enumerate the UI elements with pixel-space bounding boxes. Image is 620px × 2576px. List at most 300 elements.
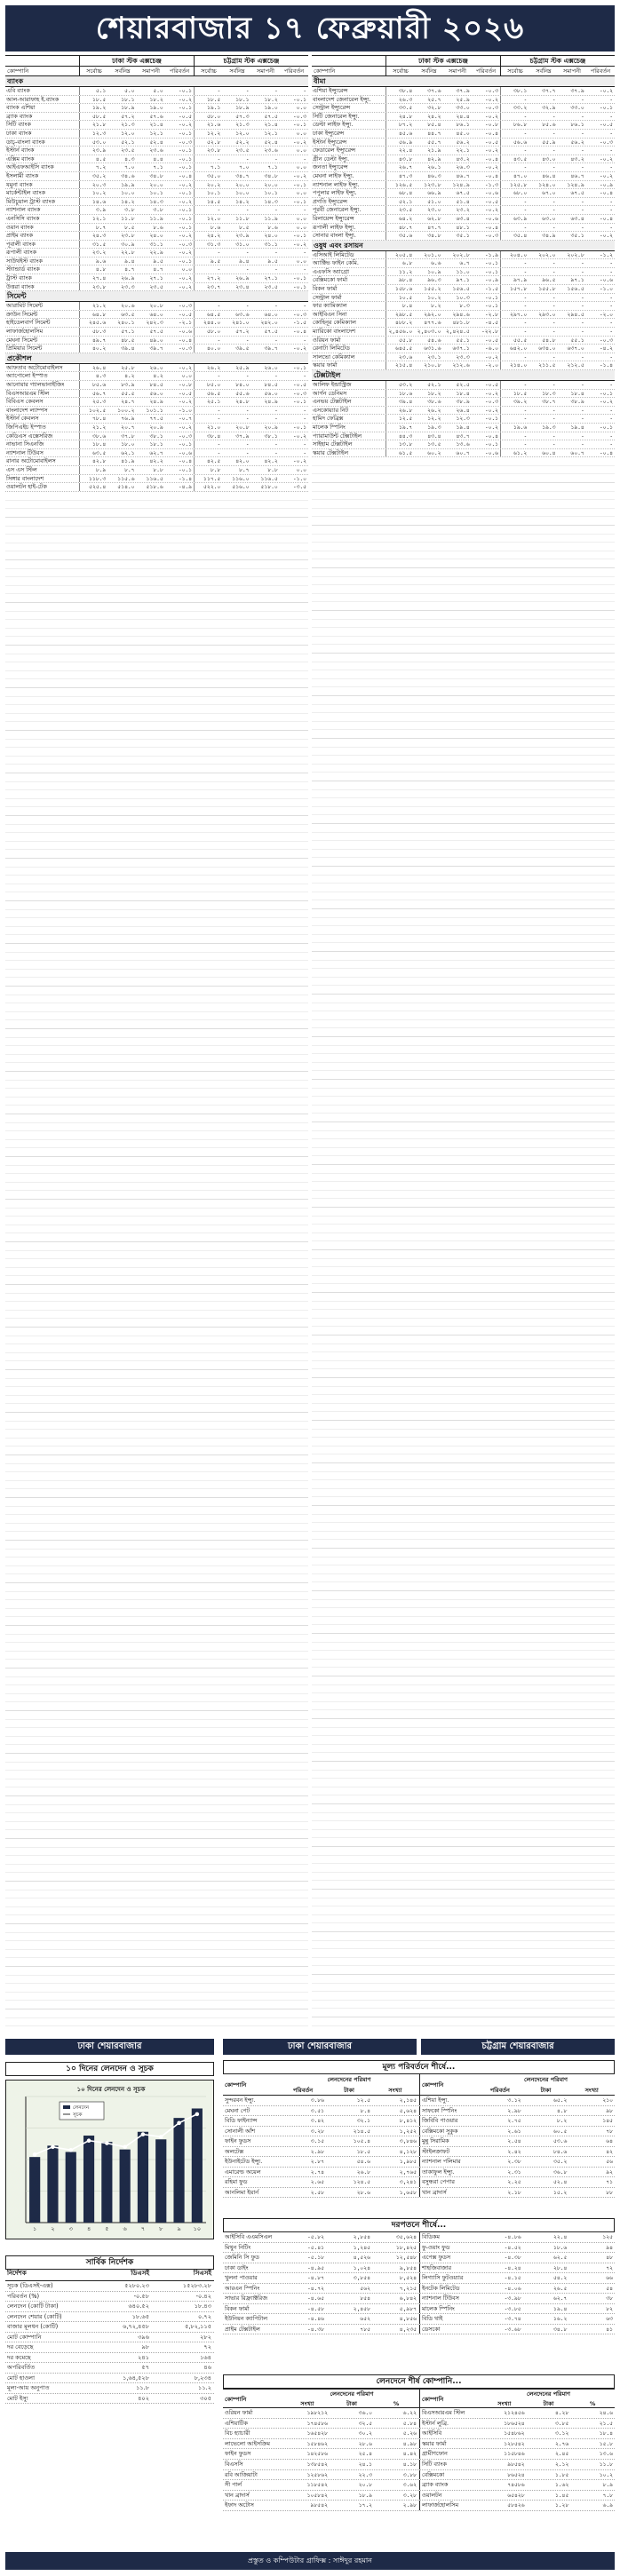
count-cell: ৬,৮৪২ [399, 2295, 417, 2302]
loser-row-half [419, 2253, 615, 2263]
price-cell: ৪৯.০ [149, 337, 163, 344]
price-cell: -০.২ [292, 241, 306, 248]
price-cell: -০.২ [178, 198, 192, 205]
price-cell: ২০২.৮ [567, 251, 584, 258]
price-cell: -৪.৫ [484, 320, 498, 327]
table-row [312, 415, 615, 424]
price-cell: ৬৩৭.০ [567, 345, 584, 353]
price-cell: - [552, 416, 556, 423]
price-cell: ৬৩.৬ [235, 311, 250, 318]
company-name: হাইডেলবার্গ সিমেন্ট [6, 319, 51, 327]
price-cell: ২০.৯ [264, 424, 278, 431]
price-cell: -০.৫ [178, 311, 192, 318]
subcol: পরিবর্তন [283, 67, 305, 75]
price-cell: ১৯.৩ [427, 424, 441, 431]
price-cell: ২৪.২ [194, 232, 222, 240]
price-cell: ৫৩.২ [386, 381, 414, 389]
price-cell: ৪৮১.৮ [452, 320, 470, 327]
company-name: ন্যাশনাল পলিমার [422, 2158, 461, 2165]
company-name: নাভানা সিএনজি [6, 440, 44, 448]
price-cell: ৩৮.৬ [79, 432, 107, 440]
price-cell: ৬৪২.০ [500, 345, 529, 353]
top10-header-cse [419, 2390, 615, 2407]
table-row [5, 96, 308, 105]
head-taka: টাকা [346, 2400, 357, 2407]
price-cell: - [194, 206, 222, 214]
price-cell: -০.৪ [178, 337, 192, 344]
change-cell: -৪.৬৫ [307, 2295, 324, 2302]
price-cell: ২৬.৪ [456, 407, 470, 414]
index-label: বাজার মূলধন (কোটি) [7, 2323, 59, 2330]
price-cell: - [552, 164, 556, 171]
price-cell: ১২.৫ [386, 415, 414, 423]
taka-cell: ২.১২ [555, 2461, 569, 2468]
company-name: ন্যাশনাল টিউবস [422, 2295, 459, 2302]
price-cell: ৩৭.৭ [542, 88, 556, 94]
change-cell: -৪.২৪ [504, 2264, 521, 2271]
index-row [5, 2353, 214, 2364]
taka-cell: ১৫.২ [553, 2189, 568, 2196]
price-cell: ১৫৭.৮ [500, 285, 529, 293]
header-company-spacer [5, 56, 79, 66]
price-cell: ৬.৮ [386, 259, 414, 267]
price-cell: ৪২.৯ [427, 155, 441, 162]
price-cell: ২৬.৩ [386, 96, 414, 104]
gainer-row [223, 2157, 615, 2168]
head-taka: টাকা [540, 2087, 552, 2094]
price-cell: -০.২ [178, 275, 192, 282]
price-cell: ৮৪.০ [235, 382, 250, 388]
taka-cell: ২৪.১ [358, 2461, 372, 2468]
price-cell: ১১.৮ [235, 215, 250, 222]
company-name: স্কয়ার টেক্সটাইল [313, 448, 348, 456]
table-row [5, 483, 308, 492]
price-cell: ২৪.৪ [456, 113, 470, 120]
index-dse: ৯৮ [141, 2343, 149, 2350]
company-name: সোনালী আঁশ [225, 2127, 256, 2135]
price-cell: ১১৭.৫ [194, 475, 222, 483]
price-cell: - [500, 381, 529, 389]
table-row [5, 130, 308, 139]
price-cell: ০.০ [296, 130, 306, 137]
price-cell: ৮৫.৬ [79, 381, 107, 389]
price-cell: ১০.০ [235, 190, 250, 197]
price-cell: -০.৩ [178, 139, 192, 146]
subcol: সমাপনী [563, 67, 581, 75]
price-cell: ৩৮.৪ [386, 87, 414, 95]
index-row [5, 2292, 214, 2303]
price-cell: - [581, 207, 584, 214]
company-name: অলটেক্স [225, 2147, 244, 2155]
index-dse: ৬৪০.৫২ [128, 2303, 149, 2310]
price-cell: -০.২ [484, 96, 498, 103]
company-name: বিকন ফার্মা [225, 2304, 250, 2312]
price-cell: -০.১ [484, 416, 498, 423]
price-cell: -০.২ [178, 233, 192, 240]
count-cell: ১,২৫২ [399, 2128, 417, 2135]
table-row [312, 311, 615, 320]
company-name: ঢাকা ব্যাংক [6, 129, 32, 137]
price-cell: ৬৪৫.৫ [386, 345, 414, 353]
price-cell: -০.৪ [484, 130, 498, 137]
gainer-row-half [419, 2168, 615, 2177]
price-cell: ৬.৬ [431, 260, 441, 267]
price-cell: ৫৬.৭ [79, 390, 107, 398]
price-cell: -০.৩ [484, 233, 498, 240]
gainer-row-half [223, 2106, 418, 2116]
price-cell: ১১৮.৩ [79, 475, 107, 483]
company-name: অ্যাপোলো ইস্পাত [6, 372, 48, 380]
price-cell: - [500, 147, 529, 155]
price-cell: -৩.৫ [292, 484, 306, 491]
price-cell: -০.৩ [178, 345, 192, 353]
price-cell: ৪১.৯ [121, 458, 135, 465]
top10-half [419, 2491, 615, 2501]
gainer-row-half [419, 2177, 615, 2187]
price-cell: ১২.৩ [79, 130, 107, 138]
price-cell: - [609, 294, 613, 301]
price-cell: ১৮.২ [427, 390, 441, 397]
price-cell: ৩৮.১ [149, 432, 163, 440]
price-cell: ৩৩.২ [500, 104, 529, 112]
price-cell: ১১.৯ [264, 215, 278, 222]
company-name: জিপিএইচ ইস্পাত [6, 423, 46, 431]
top10-half [223, 2408, 418, 2418]
count-cell: ৩৮ [606, 2295, 614, 2302]
count-cell: ৭১ [606, 2179, 614, 2185]
gainer-row-half [419, 2127, 615, 2136]
price-cell: - [581, 382, 584, 388]
price-cell: - [245, 449, 250, 456]
price-cell: ২,৪৫৬.০ [386, 328, 414, 336]
price-cell: ২০২.০ [538, 251, 556, 258]
price-cell: ২৪.৯ [149, 399, 163, 406]
price-cell: - [274, 337, 278, 344]
count-cell: ১২৫৮৬২ [306, 2471, 328, 2478]
chart-title: ১০ দিনের লেনদেন ও সূচক [5, 2062, 214, 2076]
count-cell: ৫৬ [606, 2159, 614, 2165]
price-cell: ৪৩.৪ [427, 432, 441, 440]
price-cell: ৮.৯ [79, 466, 107, 474]
price-cell: -০.৬ [599, 277, 613, 284]
price-cell: ৮৪.৫ [149, 382, 163, 388]
taka-cell: ৭৮৫ [360, 2326, 370, 2333]
table-row [312, 155, 615, 164]
price-cell: ৩৪.৮ [264, 172, 278, 179]
company-name: এক্সিম ব্যাংক [6, 155, 35, 162]
index-dse: ১৮.৬৫ [131, 2312, 149, 2320]
change-cell: ২.৭৫ [507, 2118, 521, 2124]
company-name: ডেসকো [422, 2325, 441, 2333]
price-cell: ২৪১.০ [232, 320, 250, 327]
price-cell: ১৮.৫ [500, 390, 529, 398]
price-cell: - [274, 407, 278, 414]
index-cse: ১৮.৪৩ [194, 2303, 211, 2310]
price-cell: ১৮.৫ [79, 96, 107, 104]
count-cell: ৮৮ [606, 2189, 614, 2196]
price-cell: - [609, 224, 613, 231]
top10-header [223, 2389, 615, 2408]
price-cell: ০.০ [181, 373, 192, 380]
price-cell: ৬৭.৫ [570, 190, 584, 197]
price-cell: ১০.১ [194, 189, 222, 197]
price-cell: ৩৯.৭ [149, 345, 163, 353]
price-cell: - [274, 266, 278, 273]
sector-heading: ওষুধ এবং রসায়ন [312, 241, 615, 251]
price-cell: - [609, 113, 613, 120]
loser-row-half [223, 2253, 418, 2263]
index-label: সূচক (ডিএসই-এক্স) [7, 2282, 53, 2289]
price-cell: ২৬.৩ [456, 164, 470, 171]
company-name: রেনাটা লিমিটেড [313, 345, 350, 353]
price-cell: - [581, 130, 584, 137]
count-cell: ১১৫৮৪৬ [504, 2451, 525, 2458]
price-cell: ৯.৫ [267, 258, 278, 265]
top10-half [419, 2480, 615, 2490]
taka-cell: ৬২.৭ [553, 2295, 568, 2302]
change-cell: -৪.৮৬ [504, 2234, 521, 2240]
price-cell: -১.৫ [484, 286, 498, 293]
company-name: ওয়ালটন হাই-টেক [6, 483, 47, 491]
change-cell: ২.৪২ [507, 2148, 521, 2155]
price-cell: -০.৬ [178, 329, 192, 336]
count-cell: ১৪২৫৮৬ [306, 2451, 328, 2458]
price-cell: -০.১ [178, 164, 192, 171]
company-name: আইসিবি [422, 2429, 442, 2437]
price-cell: ১২.০ [235, 130, 250, 137]
company-name: সী পার্ল [225, 2481, 242, 2489]
price-cell: - [303, 250, 306, 257]
company-name: লিগ্যাসি ফুটওয়্যার [422, 2274, 464, 2281]
loser-row-half [223, 2325, 418, 2334]
price-cell: -০.১ [292, 424, 306, 431]
count-cell: ৩,২৪১ [399, 2179, 417, 2185]
top10-rows [223, 2408, 615, 2511]
company-name: ইনটেক লিমিটেড [422, 2284, 460, 2292]
subcol: সর্বনিম্ন [115, 67, 131, 75]
price-cell: ৫৪.৮ [542, 337, 556, 344]
price-cell: ৬৮.৪ [386, 189, 414, 197]
price-cell: ৮৫.০ [194, 381, 222, 389]
change-cell: -৫.৮২ [307, 2234, 324, 2240]
price-cell: ৩.৯ [79, 206, 107, 214]
top10-row [223, 2419, 615, 2429]
price-cell: ১৪.৩ [264, 198, 278, 205]
price-cell: ২১৫.৪ [386, 361, 414, 369]
gainer-row-half [419, 2147, 615, 2157]
price-cell: - [581, 441, 584, 448]
index-label: দর বেড়েছে [7, 2343, 34, 2350]
company-name: গ্রীন ডেল্টা ইন্স্যু. [313, 155, 350, 162]
price-cell: ৫২.৮ [194, 139, 222, 147]
price-cell: ৩.৮ [124, 207, 135, 214]
company-name: লাফার্জহোলসিম [422, 2501, 458, 2509]
price-cell: -০.৩ [484, 88, 498, 94]
price-cell: ৬৩.৯ [500, 215, 529, 223]
price-cell: ৯৭.১ [456, 277, 470, 284]
index-cse: ০.৭২ [198, 2312, 211, 2320]
change-cell: -৩.৬৮ [504, 2326, 521, 2333]
price-cell: ১৮.৩ [542, 390, 556, 397]
price-cell: ৩১.০ [235, 241, 250, 248]
price-cell: ২০২.৮ [452, 251, 470, 258]
price-cell: ৫৭.৫ [264, 113, 278, 120]
head-percent: % [393, 2400, 400, 2407]
price-cell: -০.৬ [178, 449, 192, 456]
price-cell: -০.২ [484, 207, 498, 214]
loser-row-half [419, 2304, 615, 2314]
price-cell: -০.১ [292, 233, 306, 240]
head-change: পরিবর্তন [489, 2087, 510, 2094]
table-row [312, 87, 615, 96]
x-tick-label: ১ [33, 2225, 37, 2232]
change-cell: -৪.৩৮ [504, 2255, 521, 2261]
price-cell: - [609, 320, 613, 327]
price-cell: ২৪.০ [149, 233, 163, 240]
price-cell: -০.২ [292, 458, 306, 465]
price-cell: ৪২.৮ [79, 457, 107, 465]
price-cell: ৮.৩ [459, 303, 470, 310]
price-cell: ২৪.৯ [264, 399, 278, 406]
index-row [5, 2322, 214, 2333]
price-cell: ২৪.০ [264, 233, 278, 240]
change-cell: ২.৩৮ [507, 2159, 521, 2165]
gainer-row-half [223, 2147, 418, 2157]
price-cell: - [500, 302, 529, 310]
price-cell: ৮৫.৪ [427, 122, 441, 129]
company-name: বাংলাদেশ জেনারেল ইন্স্যু. [313, 95, 371, 103]
price-cell: -২.১ [178, 320, 192, 327]
price-cell: -০.৩ [178, 241, 192, 248]
taka-cell: ৩২.৫ [358, 2420, 372, 2427]
price-cell: ২৩.৬ [264, 147, 278, 155]
price-cell: -০.১ [292, 198, 306, 205]
price-cell: - [552, 147, 556, 155]
company-name: বেক্সিমকো সুকুক [422, 2127, 458, 2135]
price-cell: ৫৩.০ [79, 139, 107, 147]
price-cell: ৩৯.৪ [121, 345, 135, 353]
company-name: এবি ব্যাংক [6, 87, 30, 94]
sector-heading: টেক্সটাইল [312, 370, 615, 381]
price-cell: ৪.৮ [79, 266, 107, 273]
count-cell: ১২,৫৪৮ [395, 2255, 417, 2261]
company-name: ইসলামী ব্যাংক [6, 171, 39, 179]
company-name: খান ব্রাদার্স [422, 2188, 447, 2196]
company-name: এএফসি অ্যাগ্রো [313, 267, 349, 275]
table-row [5, 189, 308, 198]
gainer-row-half [223, 2127, 418, 2136]
table-row [312, 268, 615, 277]
count-cell: ২১০ [602, 2097, 614, 2104]
price-cell: ২৬.২ [194, 364, 222, 372]
price-cell: ৪৭.০ [500, 172, 529, 180]
price-cell: - [303, 449, 306, 456]
table-row [312, 398, 615, 407]
count-cell: ৪,১২৮ [399, 2148, 417, 2155]
price-cell: ৬৬.৯ [427, 190, 441, 197]
price-cell: ১৮.৪ [456, 390, 470, 397]
price-cell: -০.৫ [292, 382, 306, 388]
table-subheader [5, 67, 308, 76]
table-row [5, 364, 308, 373]
company-name: আলিফ ইন্ডাস্ট্রিজ [313, 381, 352, 388]
price-cell: ৯৭.৯ [500, 276, 529, 284]
count-cell: ৮,৫২৪ [399, 2275, 417, 2281]
percent-cell: ২৪.৬ [599, 2410, 614, 2416]
price-cell: -০.৪ [484, 172, 498, 179]
price-cell: - [581, 416, 584, 423]
price-cell: -০.৪ [599, 449, 613, 456]
table-row [5, 163, 308, 172]
price-cell: ৪.৭ [124, 266, 135, 273]
table-header [5, 55, 308, 67]
table-row [5, 181, 308, 190]
price-cell: ১১৫.৬ [117, 475, 135, 482]
price-cell: - [245, 266, 250, 273]
price-cell: - [552, 224, 556, 231]
company-name: ইস্টার্ন ব্যাংক [6, 147, 35, 155]
price-cell: ৫২.১ [427, 382, 441, 388]
company-name: এমারেল্ড অয়েল [225, 2168, 261, 2176]
change-cell: ৩.১৫ [310, 2138, 324, 2144]
price-cell: -০.২ [178, 283, 192, 290]
price-cell: ১০.১ [149, 190, 163, 197]
price-cell: ৫২৫.৪ [79, 483, 107, 491]
price-cell: ৮.৭ [124, 466, 135, 473]
price-cell: ১২৩.৮ [424, 181, 441, 188]
count-cell: ৪২ [606, 2148, 614, 2155]
company-name: ন্যাশনাল লাইফ ইন্স্যু. [313, 180, 360, 188]
price-cell: ২০৪.০ [500, 251, 529, 259]
index-label: মোট হাওলা [7, 2374, 35, 2382]
top10-row [223, 2501, 615, 2511]
price-cell: - [274, 88, 278, 94]
price-cell: - [245, 416, 250, 423]
price-cell: ১১৬.৫ [260, 475, 278, 482]
price-cell: ২১.০ [194, 424, 222, 432]
price-cell: -০.১ [484, 268, 498, 275]
taka-cell: ৩৫.২ [553, 2159, 568, 2165]
table-row [312, 189, 615, 198]
price-cell: ৪২.৫ [194, 457, 222, 465]
price-cell: ৫৫.৫ [500, 337, 529, 345]
price-cell: ২০.০ [264, 181, 278, 188]
taka-cell: ১.৮৫ [555, 2471, 569, 2478]
table-row [312, 424, 615, 432]
index-rows [5, 2281, 214, 2404]
index-line [35, 2114, 197, 2154]
price-cell: ২৯৪.৫ [567, 311, 584, 318]
price-cell: ৩৮.৬ [427, 399, 441, 406]
company-name: আইবিএন সিনা [313, 310, 347, 318]
price-cell: - [609, 407, 613, 414]
price-cell: ১৫৫.২ [424, 286, 441, 293]
price-cell: - [194, 415, 222, 423]
subcol: সর্বোচ্চ [86, 67, 102, 75]
taka-cell: ১৬.২ [553, 2316, 568, 2322]
taka-cell: ২৬.৮ [356, 2168, 370, 2176]
price-cell: ৭.২ [79, 163, 107, 171]
subcol: পরিবর্তন [475, 67, 497, 75]
gainer-row-half [223, 2168, 418, 2177]
price-cell: -০.২ [292, 139, 306, 146]
price-cell: ৭.১ [267, 164, 278, 171]
price-cell: - [245, 88, 250, 94]
index-label: মোট কোম্পানি [7, 2333, 42, 2341]
taka-cell: ১৯.৪ [553, 2305, 568, 2312]
change-cell: -৪.৩৮ [307, 2326, 324, 2333]
price-cell: - [552, 268, 556, 275]
